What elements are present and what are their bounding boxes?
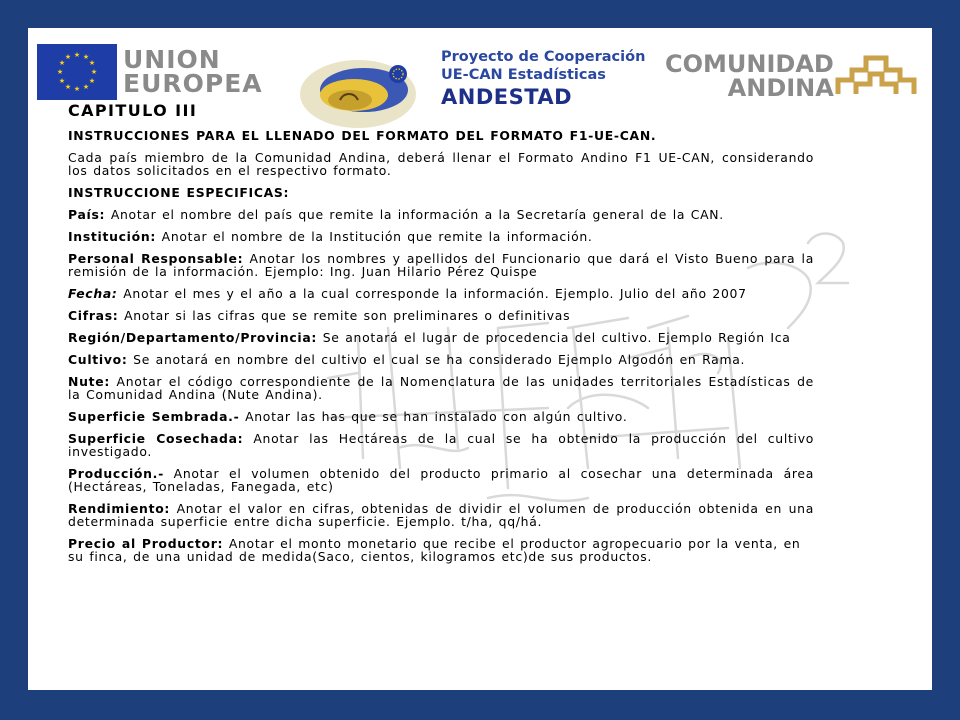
specific-heading: INSTRUCCIONE ESPECIFICAS: <box>68 185 290 200</box>
svg-text:★: ★ <box>64 53 72 61</box>
eu-flag-icon <box>37 44 117 100</box>
svg-text:★: ★ <box>56 68 64 76</box>
instruction-item-cifras <box>68 309 814 322</box>
item-label: Institución: <box>68 229 157 244</box>
svg-text:★: ★ <box>58 59 66 67</box>
intro-paragraph: Cada país miembro de la Comunidad Andina, deberá llenar el Formato Andino F1 UE-CAN, considerando los datos solicitados en el respectivo formato. <box>68 150 814 178</box>
item-label: Fecha: <box>68 286 118 301</box>
instruction-item-superficie-cosechada <box>68 432 814 458</box>
item-text: Anotar el nombre del país que remite la información a la Secretaría general de la CAN. <box>105 207 724 222</box>
section-title: INSTRUCCIONES PARA EL LLENADO DEL FORMATO DEL FORMATO F1-UE-CAN. <box>68 128 657 143</box>
svg-text:★: ★ <box>64 83 72 91</box>
instruction-item-rendimiento <box>68 502 814 528</box>
item-text: Anotar los nombres y apellidos del Funcionario que dará el Visto Bueno para la remisión de la información. Ejemplo: Ing. Juan Hilario Pérez Quispe <box>68 251 814 279</box>
svg-text:★: ★ <box>88 59 96 67</box>
eu-logo-text <box>123 45 263 98</box>
svg-text:★: ★ <box>73 85 81 93</box>
instruction-item-pais <box>68 208 814 221</box>
item-text: Anotar el nombre de la Institución que remite la información. <box>156 229 593 244</box>
document-body <box>68 102 814 572</box>
item-text: Se anotará en nombre del cultivo el cual se ha considerado Ejemplo Algodón en Rama. <box>127 352 746 367</box>
item-label: Superficie Sembrada.- <box>68 409 240 424</box>
item-text: Anotar el monto monetario que recibe el productor agropecuario por la venta, en su finca, de una unidad de medida(Saco, cientos, kilogramos etc)de sus productos. <box>68 536 801 564</box>
svg-text:★: ★ <box>73 51 81 59</box>
item-text: Anotar el valor en cifras, obtenidas de dividir el volumen de producción obtenida en una determinada superficie entre dicha superficie. Ejemplo. t/ha, qq/há. <box>68 501 814 529</box>
can-logo-text <box>665 52 834 100</box>
item-label: Cultivo: <box>68 352 128 367</box>
slide <box>28 28 932 690</box>
chapter-title: CAPITULO III <box>68 101 198 120</box>
project-line-1: Proyecto de Cooperación <box>441 49 646 65</box>
instruction-item-precio-productor <box>68 537 814 563</box>
project-line-2: UE-CAN Estadísticas <box>441 67 606 83</box>
instruction-item-superficie-sembrada <box>68 410 814 423</box>
item-label: Precio al Productor: <box>68 536 224 551</box>
instruction-item-nute <box>68 375 814 401</box>
svg-text:★: ★ <box>58 77 66 85</box>
svg-text:★: ★ <box>90 68 98 76</box>
instruction-item-produccion <box>68 467 814 493</box>
instruction-item-fecha <box>68 287 814 300</box>
item-text: Se anotará el lugar de procedencia del cultivo. Ejemplo Región Ica <box>317 330 791 345</box>
can-line-1: COMUNIDAD <box>665 50 834 78</box>
item-text: Anotar si las cifras que se remite son preliminares o definitivas <box>118 308 571 323</box>
eu-line-2: EUROPEA <box>123 69 263 98</box>
item-text: Anotar el código correspondiente de la Nomenclatura de las unidades territoriales Estadísticas de la Comunidad Andina (Nute Andina). <box>68 374 814 402</box>
item-text: Anotar las Hectáreas de la cual se ha obtenido la producción del cultivo investigado. <box>68 431 815 459</box>
item-label: Cifras: <box>68 308 119 323</box>
eu-line-1: UNION <box>123 45 221 74</box>
item-text: Anotar el mes y el año a la cual corresponde la información. Ejemplo. Julio del año 2007 <box>117 286 747 301</box>
item-text: Anotar el volumen obtenido del producto primario al cosechar una determinada área (Hectáreas, Toneladas, Fanegada, etc) <box>68 466 814 494</box>
item-label: Producción.- <box>68 466 164 481</box>
svg-text:★: ★ <box>82 83 90 91</box>
can-line-2: ANDINA <box>727 74 834 102</box>
instruction-item-region <box>68 331 814 344</box>
instruction-item-personal-responsable <box>68 252 814 278</box>
item-label: País: <box>68 207 106 222</box>
item-text: Anotar las has que se han instalado con algún cultivo. <box>239 409 628 424</box>
instruction-item-institucion <box>68 230 814 243</box>
project-name: ANDESTAD <box>441 85 573 109</box>
project-logo-text <box>441 48 645 110</box>
svg-text:★: ★ <box>88 77 96 85</box>
instruction-item-cultivo <box>68 353 814 366</box>
item-label: Rendimiento: <box>68 501 171 516</box>
item-label: Nute: <box>68 374 110 389</box>
svg-text:★: ★ <box>82 53 90 61</box>
item-label: Región/Departamento/Provincia: <box>68 330 318 345</box>
item-label: Superficie Cosechada: <box>68 431 244 446</box>
comunidad-andina-emblem-icon <box>834 50 918 98</box>
item-label: Personal Responsable: <box>68 251 244 266</box>
